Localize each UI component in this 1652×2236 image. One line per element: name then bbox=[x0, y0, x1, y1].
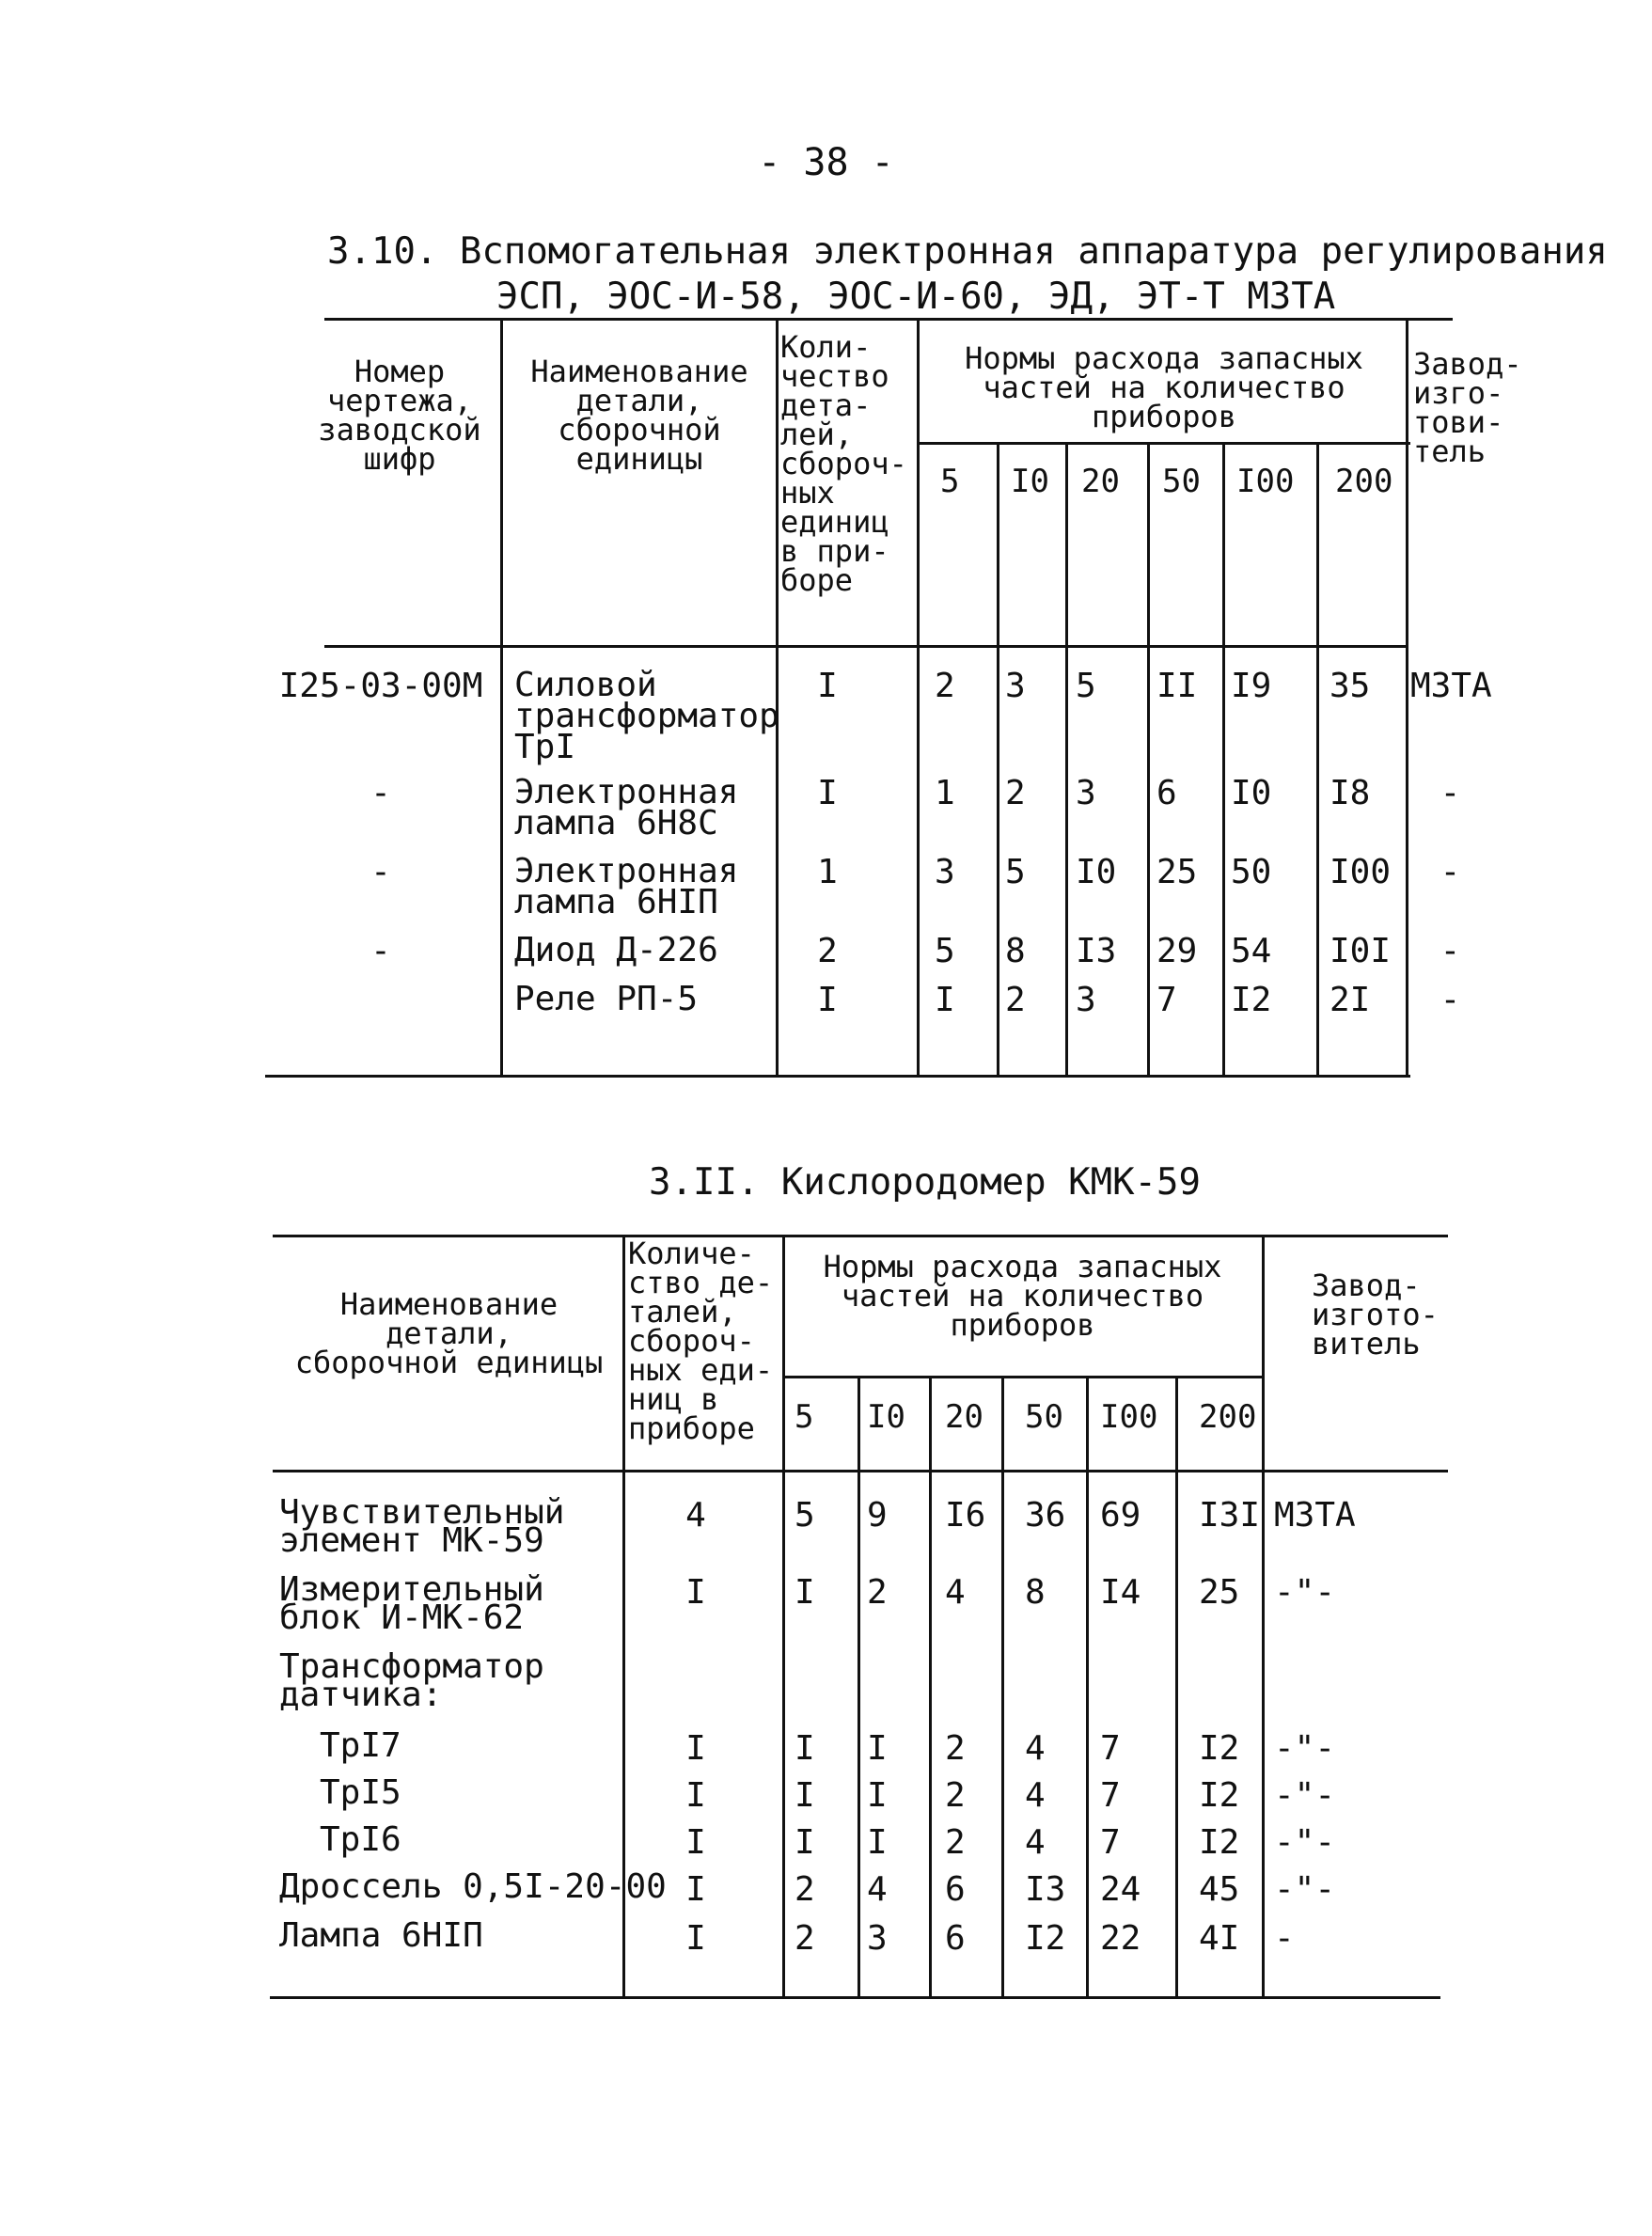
cell-quantity: I bbox=[685, 1823, 706, 1862]
cell-norm: I3I bbox=[1199, 1496, 1261, 1535]
cell-norm: 7 bbox=[1100, 1776, 1121, 1815]
cell-quantity: I bbox=[685, 1870, 706, 1909]
cell-norm: 6 bbox=[1156, 774, 1177, 812]
cell-norm: 69 bbox=[1100, 1496, 1141, 1535]
cell-norm: 4 bbox=[945, 1573, 966, 1612]
cell-norm: I bbox=[867, 1823, 888, 1862]
device-count-header: 50 bbox=[1025, 1398, 1063, 1436]
column-divider bbox=[1262, 1235, 1265, 1996]
cell-norm: I6 bbox=[945, 1496, 986, 1535]
column-divider bbox=[1086, 1376, 1089, 1996]
cell-quantity: I bbox=[685, 1729, 706, 1768]
cell-norm: I bbox=[795, 1823, 815, 1862]
cell-norm: I bbox=[795, 1776, 815, 1815]
cell-norm: 2 bbox=[867, 1573, 888, 1612]
cell-norm: 6 bbox=[945, 1870, 966, 1909]
cell-part-name: Диод Д-226 bbox=[514, 931, 718, 969]
table-caption: 3.II. Кислородомер КМК-59 bbox=[649, 1161, 1201, 1204]
cell-drawing-number: - bbox=[370, 853, 391, 891]
cell-norm: I2 bbox=[1199, 1776, 1240, 1815]
cell-quantity: I bbox=[817, 981, 838, 1019]
cell-norm: 5 bbox=[1005, 853, 1026, 891]
cell-norm: 36 bbox=[1025, 1496, 1066, 1535]
cell-quantity: I bbox=[817, 667, 838, 705]
column-header-drawing-number: Номер чертежа, заводской шифр bbox=[318, 354, 481, 477]
header-inner-rule bbox=[917, 442, 1410, 445]
cell-part-name: Чувствительный элемент МК-59 bbox=[279, 1493, 565, 1560]
cell-norm: I0 bbox=[1076, 853, 1117, 891]
device-count-header: 50 bbox=[1162, 463, 1201, 500]
column-header-quantity: Количе- ство де- талей, сбороч- ных еди- ниц в приборе bbox=[628, 1236, 774, 1446]
cell-norm: 7 bbox=[1156, 981, 1177, 1019]
cell-norm: I2 bbox=[1231, 981, 1272, 1019]
cell-norm: 45 bbox=[1199, 1870, 1240, 1909]
cell-part-name: ТрI7 bbox=[320, 1726, 401, 1765]
cell-norm: 7 bbox=[1100, 1823, 1121, 1862]
cell-manufacturer: -"- bbox=[1274, 1870, 1336, 1909]
cell-norm: 4 bbox=[1025, 1729, 1046, 1768]
cell-norm: 3 bbox=[935, 853, 955, 891]
cell-norm: 9 bbox=[867, 1496, 888, 1535]
cell-drawing-number: - bbox=[370, 774, 391, 812]
column-divider bbox=[782, 1235, 785, 1996]
cell-norm: 3 bbox=[1076, 981, 1096, 1019]
cell-part-name: ТрI5 bbox=[320, 1773, 401, 1812]
cell-norm: 8 bbox=[1025, 1573, 1046, 1612]
column-header-part-name: Наименование детали, сборочной единицы bbox=[530, 354, 748, 477]
table-bottom-rule bbox=[265, 1075, 1410, 1078]
device-count-header: I0 bbox=[1011, 463, 1049, 500]
cell-quantity: I bbox=[817, 774, 838, 812]
cell-norm: 5 bbox=[1076, 667, 1096, 705]
table-subcaption: ЭСП, ЭОС-И-58, ЭОС-И-60, ЭД, ЭТ-Т МЗТА bbox=[496, 276, 1336, 318]
cell-norm: I3 bbox=[1025, 1870, 1066, 1909]
cell-part-name: Дроссель 0,5I-20-00 bbox=[279, 1867, 667, 1906]
cell-norm: II bbox=[1156, 667, 1198, 705]
column-header-norms: Нормы расхода запасных частей на количество приборов bbox=[823, 1249, 1222, 1343]
column-divider bbox=[1065, 442, 1068, 1076]
table-top-rule bbox=[273, 1235, 1448, 1237]
table-bottom-rule bbox=[270, 1996, 1440, 1999]
column-header-part-name: Наименование детали, сборочной единицы bbox=[294, 1286, 604, 1380]
cell-norm: I bbox=[867, 1729, 888, 1768]
cell-drawing-number: - bbox=[370, 932, 391, 970]
cell-part-name: Электронная лампа 6НIП bbox=[514, 852, 739, 921]
cell-manufacturer: -"- bbox=[1274, 1729, 1336, 1768]
cell-norm: 22 bbox=[1100, 1919, 1141, 1958]
cell-norm: 5 bbox=[935, 932, 955, 970]
cell-norm: 24 bbox=[1100, 1870, 1141, 1909]
cell-manufacturer: - bbox=[1440, 932, 1461, 970]
cell-norm: 35 bbox=[1329, 667, 1371, 705]
cell-norm: I0I bbox=[1329, 932, 1392, 970]
cell-norm: I3 bbox=[1076, 932, 1117, 970]
column-divider bbox=[1147, 442, 1150, 1076]
cell-norm: 4 bbox=[1025, 1776, 1046, 1815]
header-bottom-rule bbox=[273, 1470, 1448, 1472]
cell-manufacturer: МЗТА bbox=[1410, 667, 1492, 705]
cell-norm: 2 bbox=[795, 1919, 815, 1958]
cell-quantity: 1 bbox=[817, 853, 838, 891]
cell-norm: I4 bbox=[1100, 1573, 1141, 1612]
cell-norm: 50 bbox=[1231, 853, 1272, 891]
cell-norm: 2 bbox=[945, 1823, 966, 1862]
cell-quantity: I bbox=[685, 1573, 706, 1612]
cell-norm: 7 bbox=[1100, 1729, 1121, 1768]
cell-norm: I00 bbox=[1329, 853, 1392, 891]
table-caption: 3.10. Вспомогательная электронная аппаратура регулирования bbox=[327, 230, 1608, 273]
cell-part-name: ТрI6 bbox=[320, 1820, 401, 1859]
cell-norm: 3 bbox=[867, 1919, 888, 1958]
cell-norm: 4I bbox=[1199, 1919, 1240, 1958]
cell-drawing-number: I25-03-00M bbox=[278, 667, 483, 705]
cell-quantity: I bbox=[685, 1776, 706, 1815]
device-count-header: 5 bbox=[940, 463, 960, 500]
column-header-manufacturer: Завод- изго- тови- тель bbox=[1413, 346, 1522, 469]
device-count-header: I0 bbox=[867, 1398, 905, 1436]
cell-norm: 2I bbox=[1329, 981, 1371, 1019]
cell-norm: I2 bbox=[1199, 1729, 1240, 1768]
device-count-header: 20 bbox=[945, 1398, 983, 1436]
cell-norm: 3 bbox=[1076, 774, 1096, 812]
cell-norm: 2 bbox=[945, 1776, 966, 1815]
column-divider bbox=[857, 1376, 860, 1996]
table-top-rule bbox=[324, 318, 1453, 321]
cell-norm: I2 bbox=[1199, 1823, 1240, 1862]
cell-norm: I9 bbox=[1231, 667, 1272, 705]
cell-norm: 4 bbox=[1025, 1823, 1046, 1862]
cell-part-name: Лампа 6НIП bbox=[279, 1916, 483, 1955]
cell-part-name: Измерительный блок И-МК-62 bbox=[279, 1570, 544, 1637]
column-divider bbox=[1222, 442, 1225, 1076]
cell-manufacturer: - bbox=[1440, 774, 1461, 812]
device-count-header: 20 bbox=[1081, 463, 1120, 500]
page-number: - 38 - bbox=[758, 141, 894, 184]
cell-norm: I0 bbox=[1231, 774, 1272, 812]
cell-norm: I2 bbox=[1025, 1919, 1066, 1958]
device-count-header: I00 bbox=[1100, 1398, 1158, 1436]
cell-norm: 2 bbox=[935, 667, 955, 705]
cell-norm: I bbox=[795, 1573, 815, 1612]
device-count-header: 200 bbox=[1335, 463, 1393, 500]
cell-quantity: 4 bbox=[685, 1496, 706, 1535]
cell-part-name: Электронная лампа 6Н8С bbox=[514, 773, 739, 842]
header-inner-rule bbox=[782, 1376, 1262, 1378]
cell-norm: I bbox=[935, 981, 955, 1019]
column-header-norms: Нормы расхода запасных частей на количество приборов bbox=[965, 340, 1363, 434]
cell-norm: 3 bbox=[1005, 667, 1026, 705]
cell-manufacturer: -"- bbox=[1274, 1823, 1336, 1862]
cell-norm: 1 bbox=[935, 774, 955, 812]
cell-norm: 2 bbox=[795, 1870, 815, 1909]
cell-part-name: Силовой трансформатор ТрI bbox=[514, 666, 779, 766]
cell-part-name: Реле РП-5 bbox=[514, 980, 699, 1018]
cell-quantity: I bbox=[685, 1919, 706, 1958]
cell-norm: 25 bbox=[1199, 1573, 1240, 1612]
column-header-quantity: Коли- чество дета- лей, сбороч- ных единиц в при- боре bbox=[780, 329, 907, 598]
cell-manufacturer: - bbox=[1274, 1919, 1295, 1958]
cell-norm: 2 bbox=[1005, 774, 1026, 812]
device-count-header: 200 bbox=[1199, 1398, 1257, 1436]
cell-norm: 2 bbox=[945, 1729, 966, 1768]
cell-manufacturer: -"- bbox=[1274, 1776, 1336, 1815]
cell-quantity: 2 bbox=[817, 932, 838, 970]
column-header-manufacturer: Завод- изгото- витель bbox=[1312, 1268, 1439, 1362]
cell-manufacturer: - bbox=[1440, 853, 1461, 891]
cell-norm: 25 bbox=[1156, 853, 1198, 891]
cell-norm: 8 bbox=[1005, 932, 1026, 970]
column-divider bbox=[997, 442, 999, 1076]
cell-part-name: Трансформатор датчика: bbox=[279, 1647, 544, 1714]
device-count-header: 5 bbox=[795, 1398, 814, 1436]
column-divider bbox=[929, 1376, 932, 1996]
cell-norm: 54 bbox=[1231, 932, 1272, 970]
cell-norm: 5 bbox=[795, 1496, 815, 1535]
cell-norm: 6 bbox=[945, 1919, 966, 1958]
column-divider bbox=[1316, 442, 1319, 1076]
cell-norm: I bbox=[795, 1729, 815, 1768]
cell-manufacturer: - bbox=[1440, 981, 1461, 1019]
cell-norm: 4 bbox=[867, 1870, 888, 1909]
cell-manufacturer: МЗТА bbox=[1274, 1496, 1356, 1535]
header-bottom-rule bbox=[324, 645, 1406, 648]
column-divider bbox=[1175, 1376, 1178, 1996]
cell-norm: I bbox=[867, 1776, 888, 1815]
cell-norm: 2 bbox=[1005, 981, 1026, 1019]
device-count-header: I00 bbox=[1236, 463, 1295, 500]
cell-norm: I8 bbox=[1329, 774, 1371, 812]
cell-manufacturer: -"- bbox=[1274, 1573, 1336, 1612]
column-divider bbox=[1001, 1376, 1004, 1996]
cell-norm: 29 bbox=[1156, 932, 1198, 970]
